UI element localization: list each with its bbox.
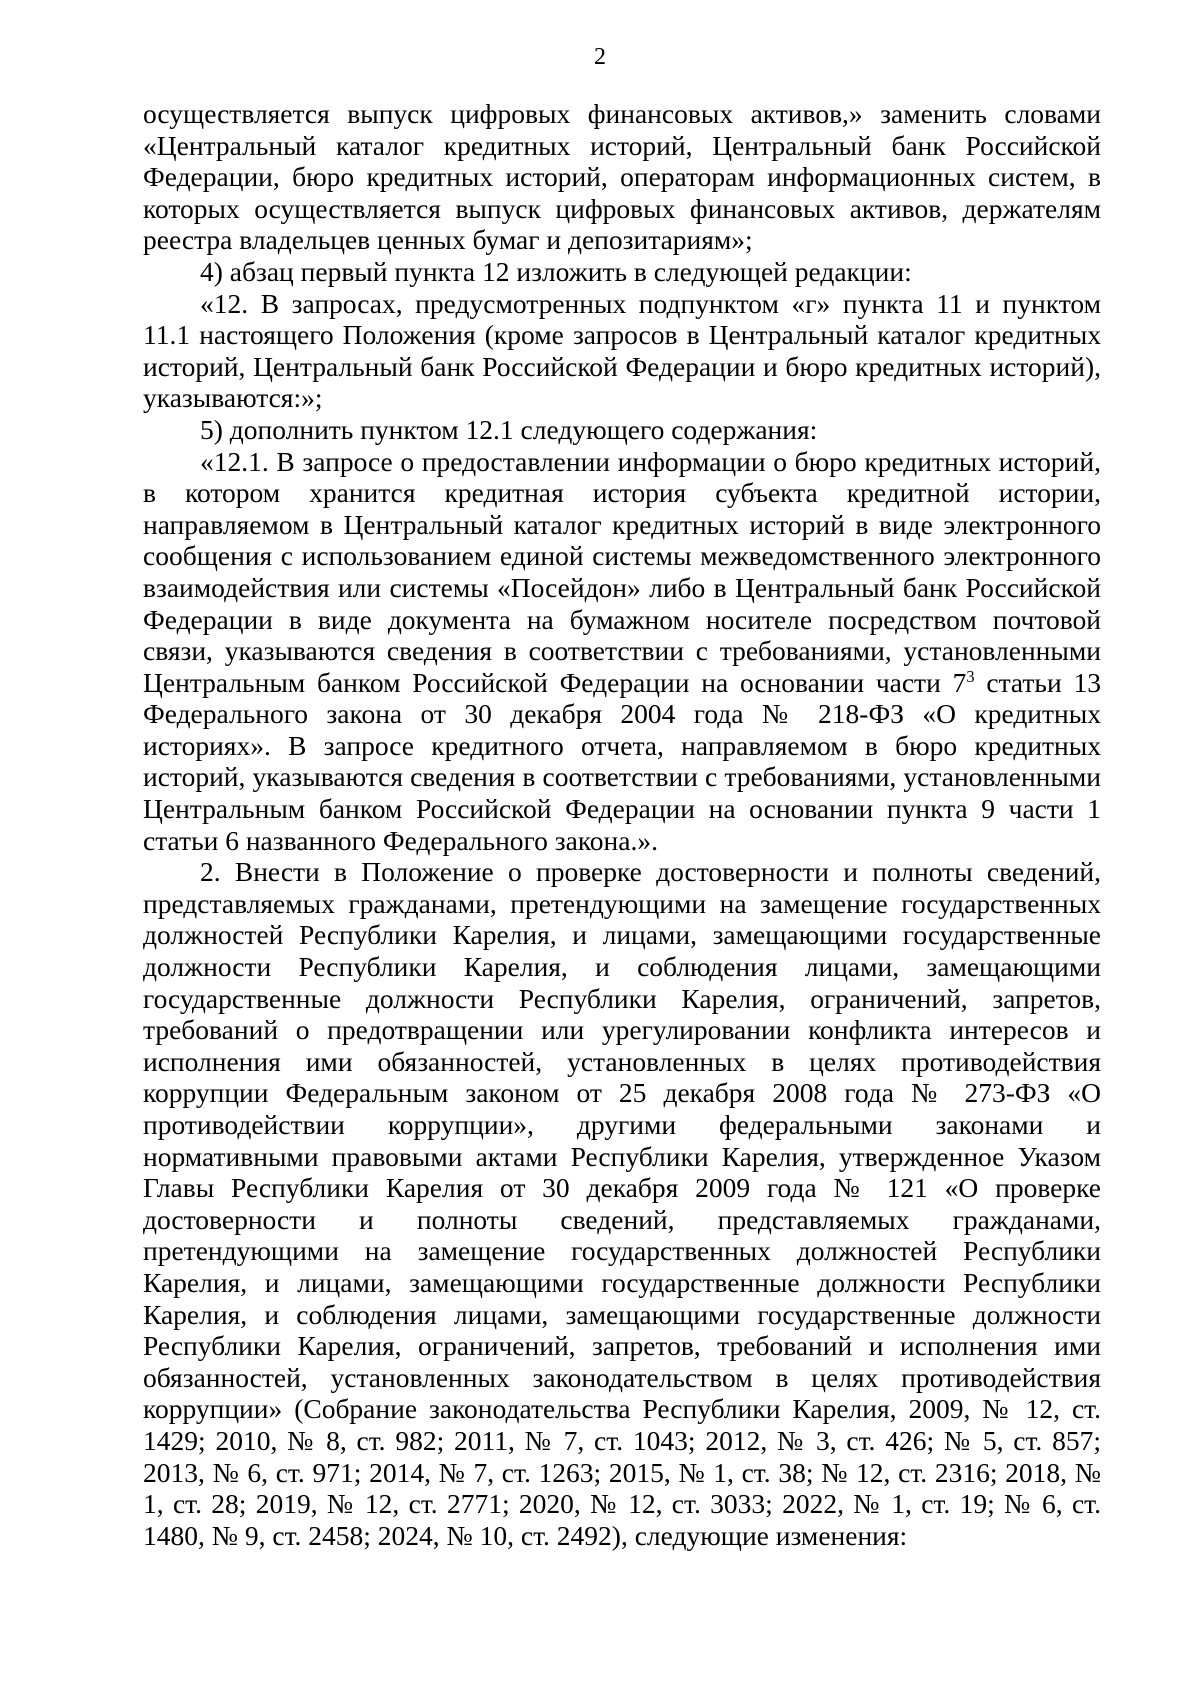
paragraph-section-2: 2. Внести в Положение о проверке достоверности и полноты сведений, представляемых гражданами, претендующими на замещение государственных должностей Республики Карелия, и лицами, замещающими государственные должности Республики Карелия, и соблюдения лицами, замещающими государственные должности Республики Карелия, ограничений, запретов, требований о предотвращении или урегулировании конфликта интересов и исполнения ими обязанностей, установленных в целях противодействия коррупции Федеральным законом от 25 декабря 2008 года № 273-ФЗ «О противодействии коррупции», другими федеральными законами и нормативными правовыми актами Республики Карелия, утвержденное Указом Главы Республики Карелия от 30 декабря 2009 года № 121 «О проверке достоверности и полноты сведений, представляемых гражданами, претендующими на замещение государственных должностей Республики Карелия, и лицами, замещающими государственные должности Республики Карелия, и соблюдения лицами, замещающими государственные должности Республики Карелия, ограничений, запретов, требований и исполнения ими обязанностей, установленных законодательством в целях противодействия коррупции» (Собрание законодательства Республики Карелия, 2009, № 12, ст. 1429; 2010, № 8, ст. 982; 2011, № 7, ст. 1043; 2012, № 3, ст. 426; № 5, ст. 857; 2013, № 6, ст. 971; 2014, № 7, ст. 1263; 2015, № 1, ст. 38; № 12, ст. 2316; 2018, № 1, ст. 28; 2019, № 12, ст. 2771; 2020, № 12, ст. 3033; 2022, № 1, ст. 19; № 6, ст. 1480, № 9, ст. 2458; 2024, № 10, ст. 2492), следующие изменения:: [143, 856, 1101, 1551]
paragraph-quote-12: «12. В запросах, предусмотренных подпунктом «г» пункта 11 и пунктом 11.1 настоящего Положения (кроме запросов в Центральный каталог кредитных историй, Центральный банк Российской Федерации и бюро кредитных историй), указываются:»;: [143, 287, 1101, 414]
paragraph-item-4: 4) абзац первый пункта 12 изложить в следующей редакции:: [200, 255, 912, 287]
document-body: [143, 98, 1101, 1551]
paragraph-12-1-text-start: «12.1. В запросе о предоставлении информации о бюро кредитных историй, в котором хранится кредитная история субъекта кредитной истории, направляемом в Центральный каталог кредитных историй в виде электронного сообщения с использованием единой системы межведомственного электронного взаимодействия или системы «Посейдон» либо в Центральный банк Российской Федерации в виде документа на бумажном носителе посредством почтовой связи, указываются сведения в соответствии с требованиями, установленными Центральным банком Российской Федерации на основании части 7: [143, 445, 1101, 698]
paragraph-12-1-text-end: статьи 13 Федерального закона от 30 декабря 2004 года № 218-ФЗ «О кредитных историях». В запросе кредитного отчета, направляемом в бюро кредитных историй, указываются сведения в соответствии с требованиями, установленными Центральным банком Российской Федерации на основании пункта 9 части 1 статьи 6 названного Федерального закона.».: [143, 666, 1101, 856]
paragraph-continuation: осуществляется выпуск цифровых финансовых активов,» заменить словами «Центральный каталог кредитных историй, Центральный банк Российской Федерации, бюро кредитных историй, операторам информационных систем, в которых осуществляется выпуск цифровых финансовых активов, держателям реестра владельцев ценных бумаг и депозитариям»;: [143, 98, 1101, 256]
paragraph-quote-12-1: [143, 446, 1101, 857]
superscript-index: 3: [966, 666, 975, 686]
paragraph-item-5: 5) дополнить пунктом 12.1 следующего содержания:: [200, 413, 818, 445]
page-number: 2: [594, 44, 606, 70]
